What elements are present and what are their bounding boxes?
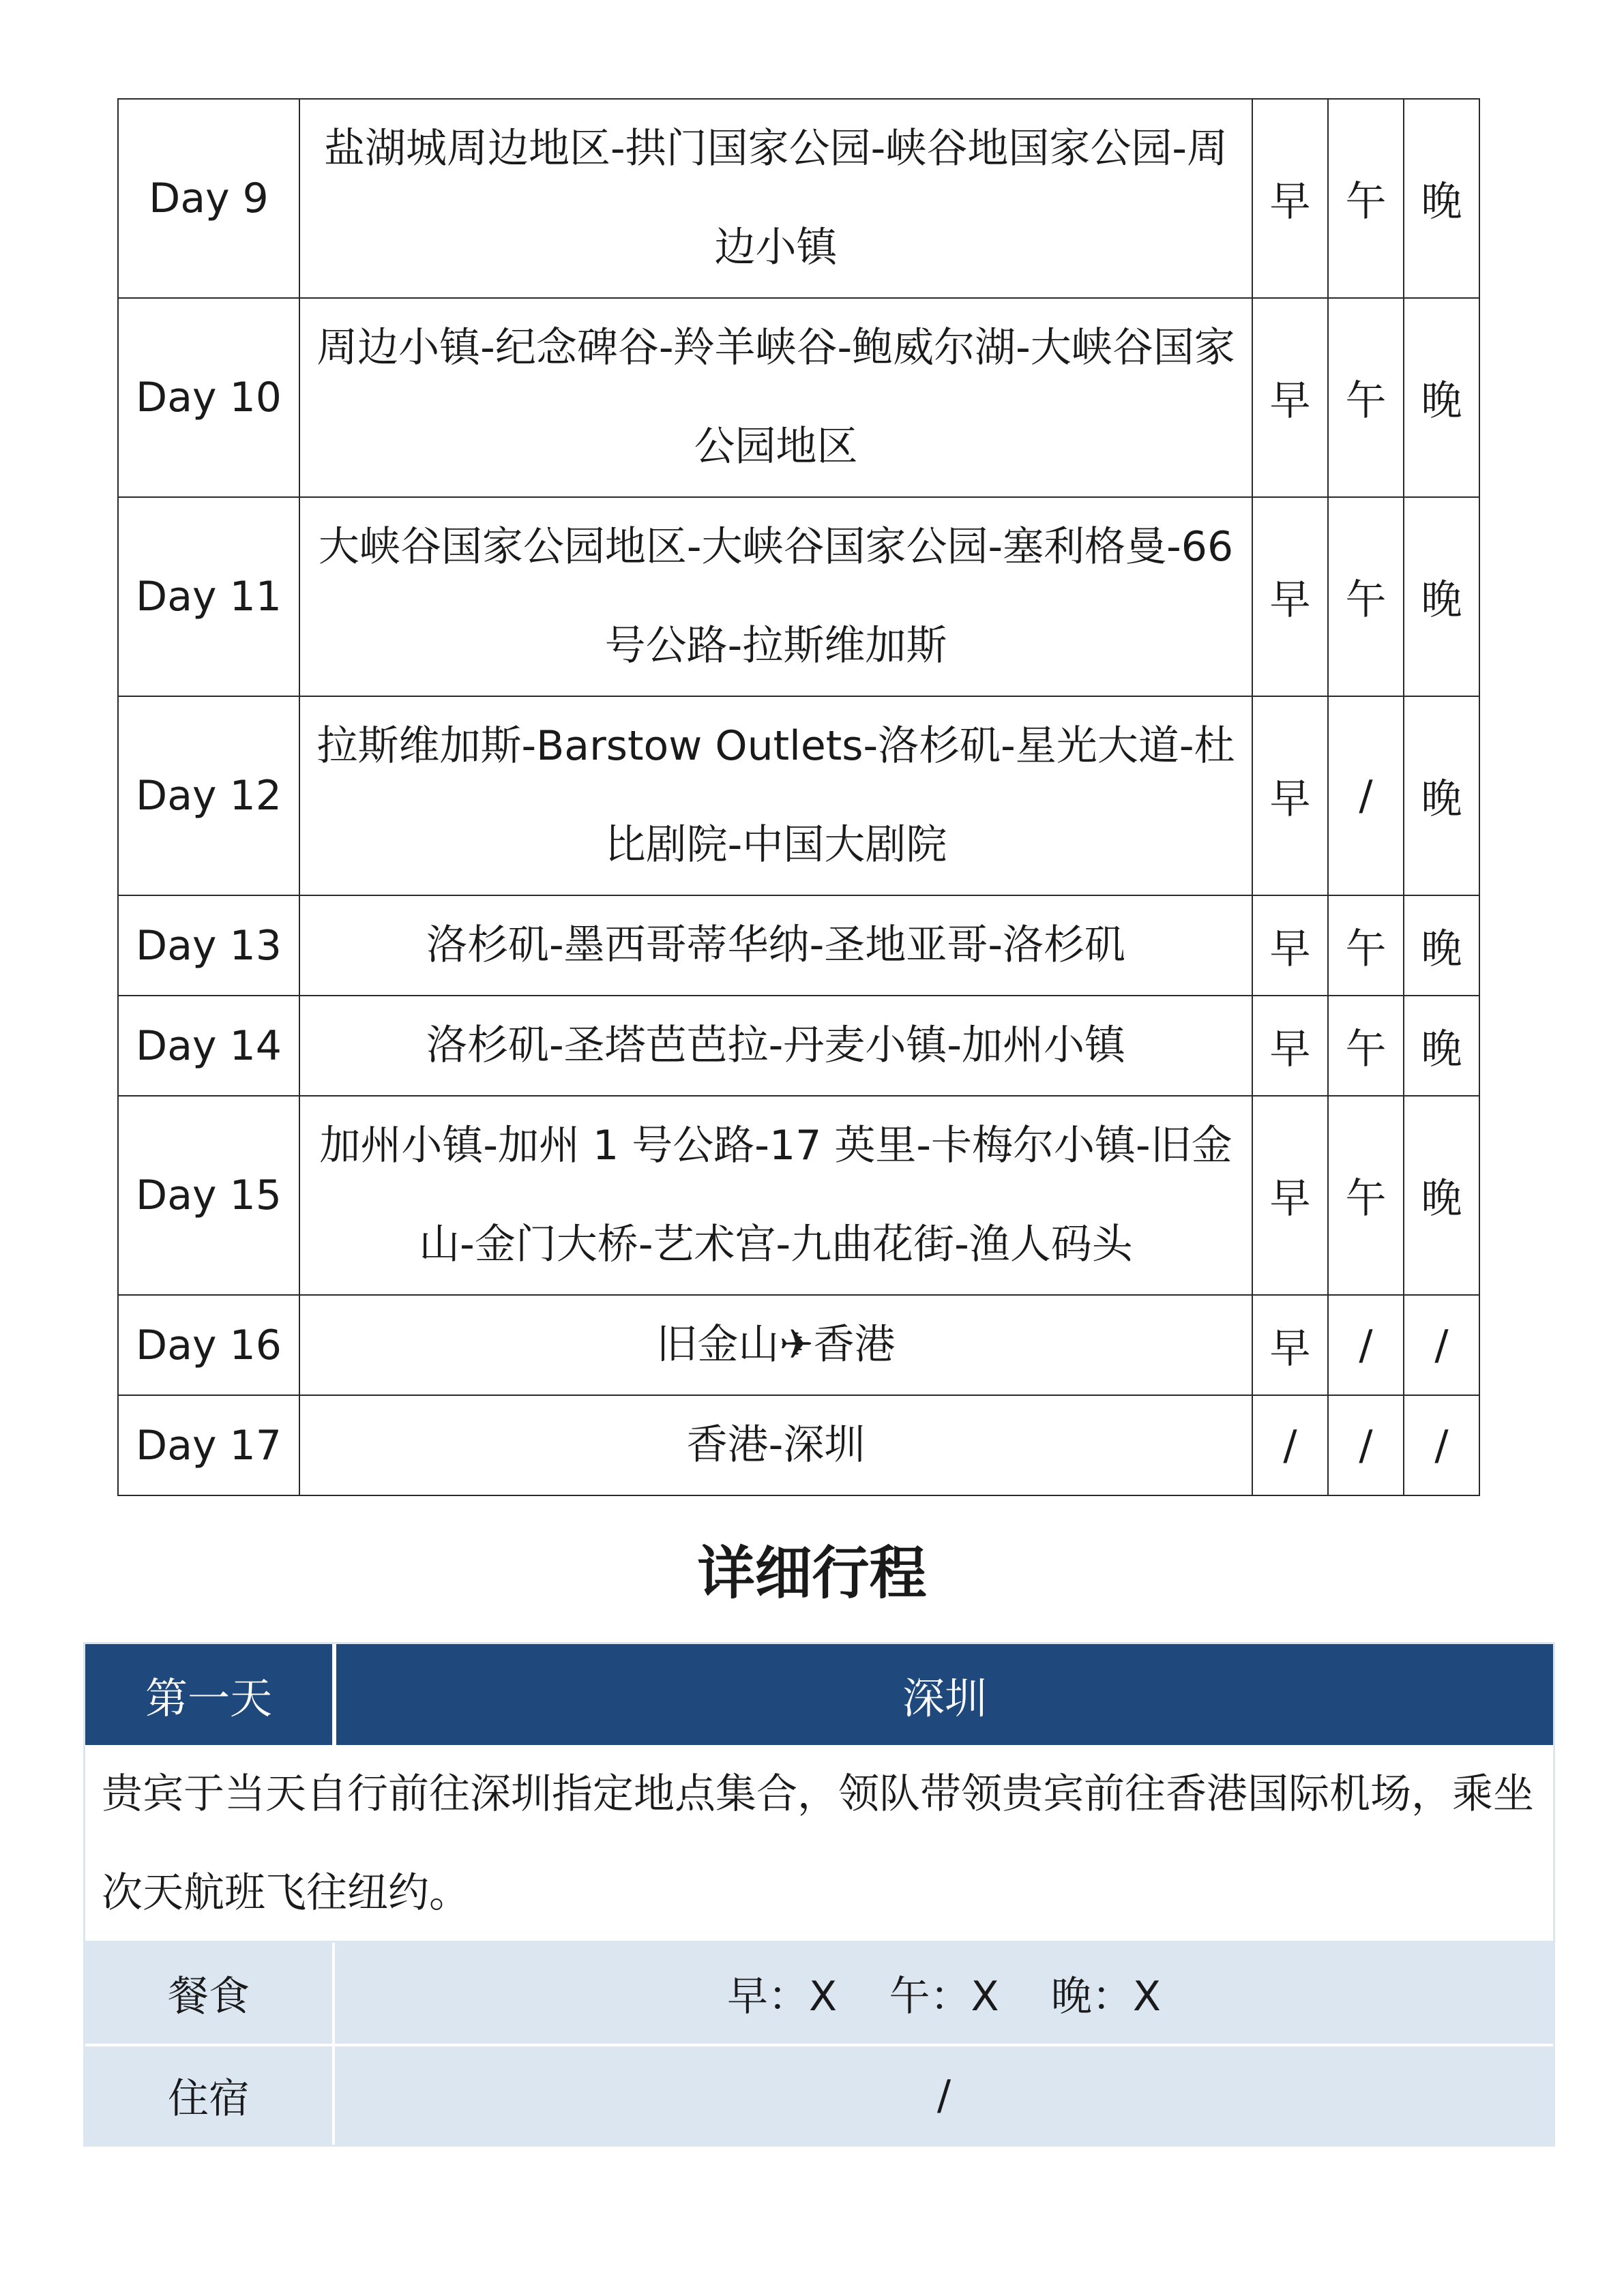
day-cell: Day 12: [118, 696, 299, 895]
table-row: [118, 895, 1479, 996]
route-cell: 拉斯维加斯-Barstow Outlets-洛杉矶-星光大道-杜比剧院-中国大剧院: [299, 696, 1252, 895]
route-cell: 大峡谷国家公园地区-大峡谷国家公园-塞利格曼-66 号公路-拉斯维加斯: [299, 497, 1252, 696]
route-cell: 洛杉矶-墨西哥蒂华纳-圣地亚哥-洛杉矶: [299, 895, 1252, 996]
section-title: 详细行程: [697, 1540, 927, 1607]
table-row: [118, 1395, 1479, 1495]
day-header: [85, 1644, 1553, 1745]
lunch-cell: 午: [1328, 298, 1404, 497]
lunch-cell: 午: [1328, 895, 1404, 996]
lunch-cell: 午: [1328, 99, 1404, 298]
route-cell: 旧金山✈香港: [299, 1295, 1252, 1395]
route-cell: 洛杉矶-圣塔芭芭拉-丹麦小镇-加州小镇: [299, 996, 1252, 1096]
meals-label: 餐食: [85, 1943, 335, 2044]
day-cell: Day 11: [118, 497, 299, 696]
dinner-cell: /: [1404, 1295, 1479, 1395]
lunch-cell: 午: [1328, 996, 1404, 1096]
lunch-cell: 午: [1328, 497, 1404, 696]
meals-value: 早：X 午：X 晚：X: [727, 1973, 1161, 2021]
dinner-cell: 晚: [1404, 99, 1479, 298]
dinner-cell: 晚: [1404, 895, 1479, 996]
breakfast-cell: 早: [1252, 298, 1328, 497]
table-row: [118, 996, 1479, 1096]
day-cell: Day 14: [118, 996, 299, 1096]
dinner-cell: 晚: [1404, 298, 1479, 497]
route-cell: 盐湖城周边地区-拱门国家公园-峡谷地国家公园-周边小镇: [299, 99, 1252, 298]
breakfast-cell: 早: [1252, 1295, 1328, 1395]
breakfast-cell: 早: [1252, 1096, 1328, 1295]
breakfast-cell: /: [1252, 1395, 1328, 1495]
dinner-cell: 晚: [1404, 497, 1479, 696]
day-cell: Day 13: [118, 895, 299, 996]
table-row: [118, 99, 1479, 298]
day-description: [85, 1745, 1553, 1943]
lodging-row: [85, 2044, 1553, 2145]
day-cell: Day 9: [118, 99, 299, 298]
lunch-cell: 午: [1328, 1096, 1404, 1295]
lodging-label: 住宿: [85, 2046, 335, 2145]
breakfast-cell: 早: [1252, 696, 1328, 895]
day-destination: 深圳: [902, 1673, 987, 1723]
dinner-cell: 晚: [1404, 696, 1479, 895]
breakfast-cell: 早: [1252, 895, 1328, 996]
day-detail-card: [83, 1642, 1555, 2147]
table-row: [118, 1295, 1479, 1395]
lunch-cell: /: [1328, 1295, 1404, 1395]
day-label: 第一天: [85, 1644, 336, 1745]
table-row: [118, 696, 1479, 895]
breakfast-cell: 早: [1252, 497, 1328, 696]
lunch-cell: /: [1328, 696, 1404, 895]
itinerary-overview-table: [117, 98, 1480, 1496]
table-row: [118, 1096, 1479, 1295]
breakfast-cell: 早: [1252, 99, 1328, 298]
day-cell: Day 10: [118, 298, 299, 497]
breakfast-cell: 早: [1252, 996, 1328, 1096]
day-cell: Day 17: [118, 1395, 299, 1495]
route-cell: 香港-深圳: [299, 1395, 1252, 1495]
route-cell: 周边小镇-纪念碑谷-羚羊峡谷-鲍威尔湖-大峡谷国家公园地区: [299, 298, 1252, 497]
dinner-cell: 晚: [1404, 996, 1479, 1096]
dinner-cell: /: [1404, 1395, 1479, 1495]
table-row: [118, 298, 1479, 497]
route-cell: 加州小镇-加州 1 号公路-17 英里-卡梅尔小镇-旧金山-金门大桥-艺术宫-九曲花街-渔人码头: [299, 1096, 1252, 1295]
table-row: [118, 497, 1479, 696]
description-text: 贵宾于当天自行前往深圳指定地点集合，领队带领贵宾前往香港国际机场，乘坐次天航班飞往纽约。: [102, 1770, 1534, 1917]
day-cell: Day 15: [118, 1096, 299, 1295]
lunch-cell: /: [1328, 1395, 1404, 1495]
dinner-cell: 晚: [1404, 1096, 1479, 1295]
lodging-value: /: [936, 2072, 951, 2119]
meals-row: [85, 1943, 1553, 2044]
day-cell: Day 16: [118, 1295, 299, 1395]
